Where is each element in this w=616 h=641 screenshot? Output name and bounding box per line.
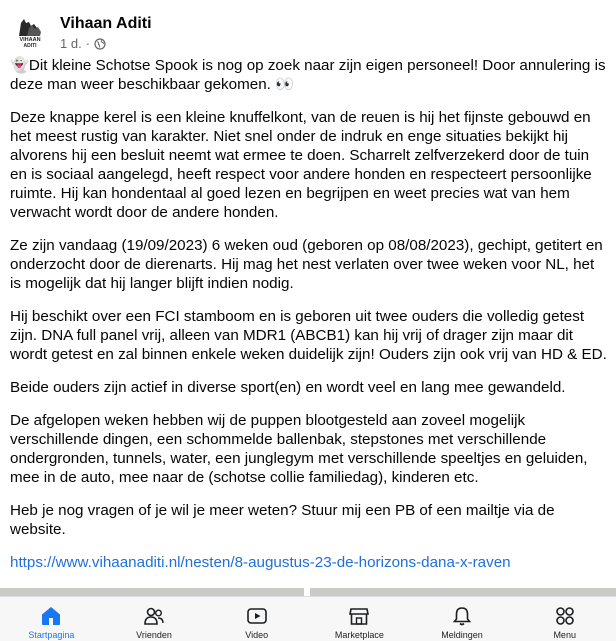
post-paragraph-age: Ze zijn vandaag (19/09/2023) 6 weken oud (geboren op 08/08/2023), gechipt, getitert en onderzocht door de dierenarts. Hij mag het nest verlaten over twee weken voor NL, het is mogelijk dat hij langer blijft indien nodig. <box>10 237 603 292</box>
author-avatar[interactable] <box>10 10 50 50</box>
tab-label: Marketplace <box>334 630 384 640</box>
marketplace-icon <box>348 605 370 627</box>
tab-label: Meldingen <box>441 630 483 640</box>
tab-meldingen[interactable] <box>411 597 514 641</box>
meta-separator: · <box>85 36 91 51</box>
svg-text:VIHAAN: VIHAAN <box>19 37 41 43</box>
post-paragraph-website <box>10 553 608 572</box>
svg-text:ADITI: ADITI <box>23 43 37 49</box>
post-time[interactable]: 1 d. <box>60 36 82 51</box>
tab-menu[interactable] <box>513 597 616 641</box>
tab-label: Startpagina <box>28 630 75 640</box>
friends-icon <box>143 605 165 627</box>
tab-label: Video <box>245 630 269 640</box>
home-icon <box>40 605 62 627</box>
kennel-logo-icon <box>10 10 50 50</box>
post-paragraph-character: Deze knappe kerel is een kleine knuffelkont, van de reuen is hij het fijnste gebouwd en het meest rustig van karakter. Niet snel onder de indruk en enge situaties bekijkt hij alvorens hij een besluit neemt wat ermee te doen. Scharrelt zelfverzekerd door de tuin en is sociaal aangelegd, heeft respect voor andere honden en respecteert persoonlijke ruimte. Hij kan hondentaal al goed lezen en begrijpen en weet precies wat van hem verwacht wordt door de andere honden. <box>10 109 592 221</box>
tab-vrienden[interactable] <box>103 597 206 641</box>
post-paragraph-parents: Beide ouders zijn actief in diverse sport(en) en wordt veel en lang mee gewandeld. <box>10 379 566 396</box>
bell-icon <box>451 605 473 627</box>
post-meta <box>60 36 106 51</box>
author-name[interactable]: Vihaan Aditi <box>60 15 152 32</box>
tab-startpagina[interactable] <box>0 597 103 641</box>
website-link[interactable]: https://www.vihaanaditi.nl/nesten/8-augustus-23-de-horizons-dana-x-raven <box>10 554 511 571</box>
post-body <box>10 56 608 638</box>
tab-label: Menu <box>553 630 576 640</box>
post-header <box>0 0 616 56</box>
globe-icon <box>94 38 106 50</box>
tab-marketplace[interactable] <box>308 597 411 641</box>
post-paragraph-contact: Heb je nog vragen of je wil je meer weten? Stuur mij een PB of een mailtje via de website. <box>10 502 555 538</box>
menu-icon <box>554 605 576 627</box>
post-paragraph-intro: 👻Dit kleine Schotse Spook is nog op zoek naar zijn eigen personeel! Door annulering is deze man weer beschikbaar gekomen. 👀 <box>10 57 606 93</box>
bottom-tab-bar <box>0 596 616 641</box>
post-paragraph-socialisation: De afgelopen weken hebben wij de puppen blootgesteld aan zoveel mogelijk verschillende dingen, een schommelde ballenbak, stepstones met verschillende ondergronden, tunnels, water, een junglegym met verschillende speeltjes en geluiden, mee in de auto, mee naar de (schotse collie familiedag), kinderen etc. <box>10 412 588 486</box>
video-icon <box>246 605 268 627</box>
tab-label: Vrienden <box>136 630 172 640</box>
tab-video[interactable] <box>205 597 308 641</box>
post-paragraph-pedigree: Hij beschikt over een FCI stamboom en is geboren uit twee ouders die volledig getest zijn. DNA full panel vrij, alleen van MDR1 (ABCB1) kan hij vrij of drager zijn maar dit wordt getest en zal binnen enkele weken duidelijk zijn! Ouders zijn ook vrij van HD & ED. <box>10 308 607 363</box>
